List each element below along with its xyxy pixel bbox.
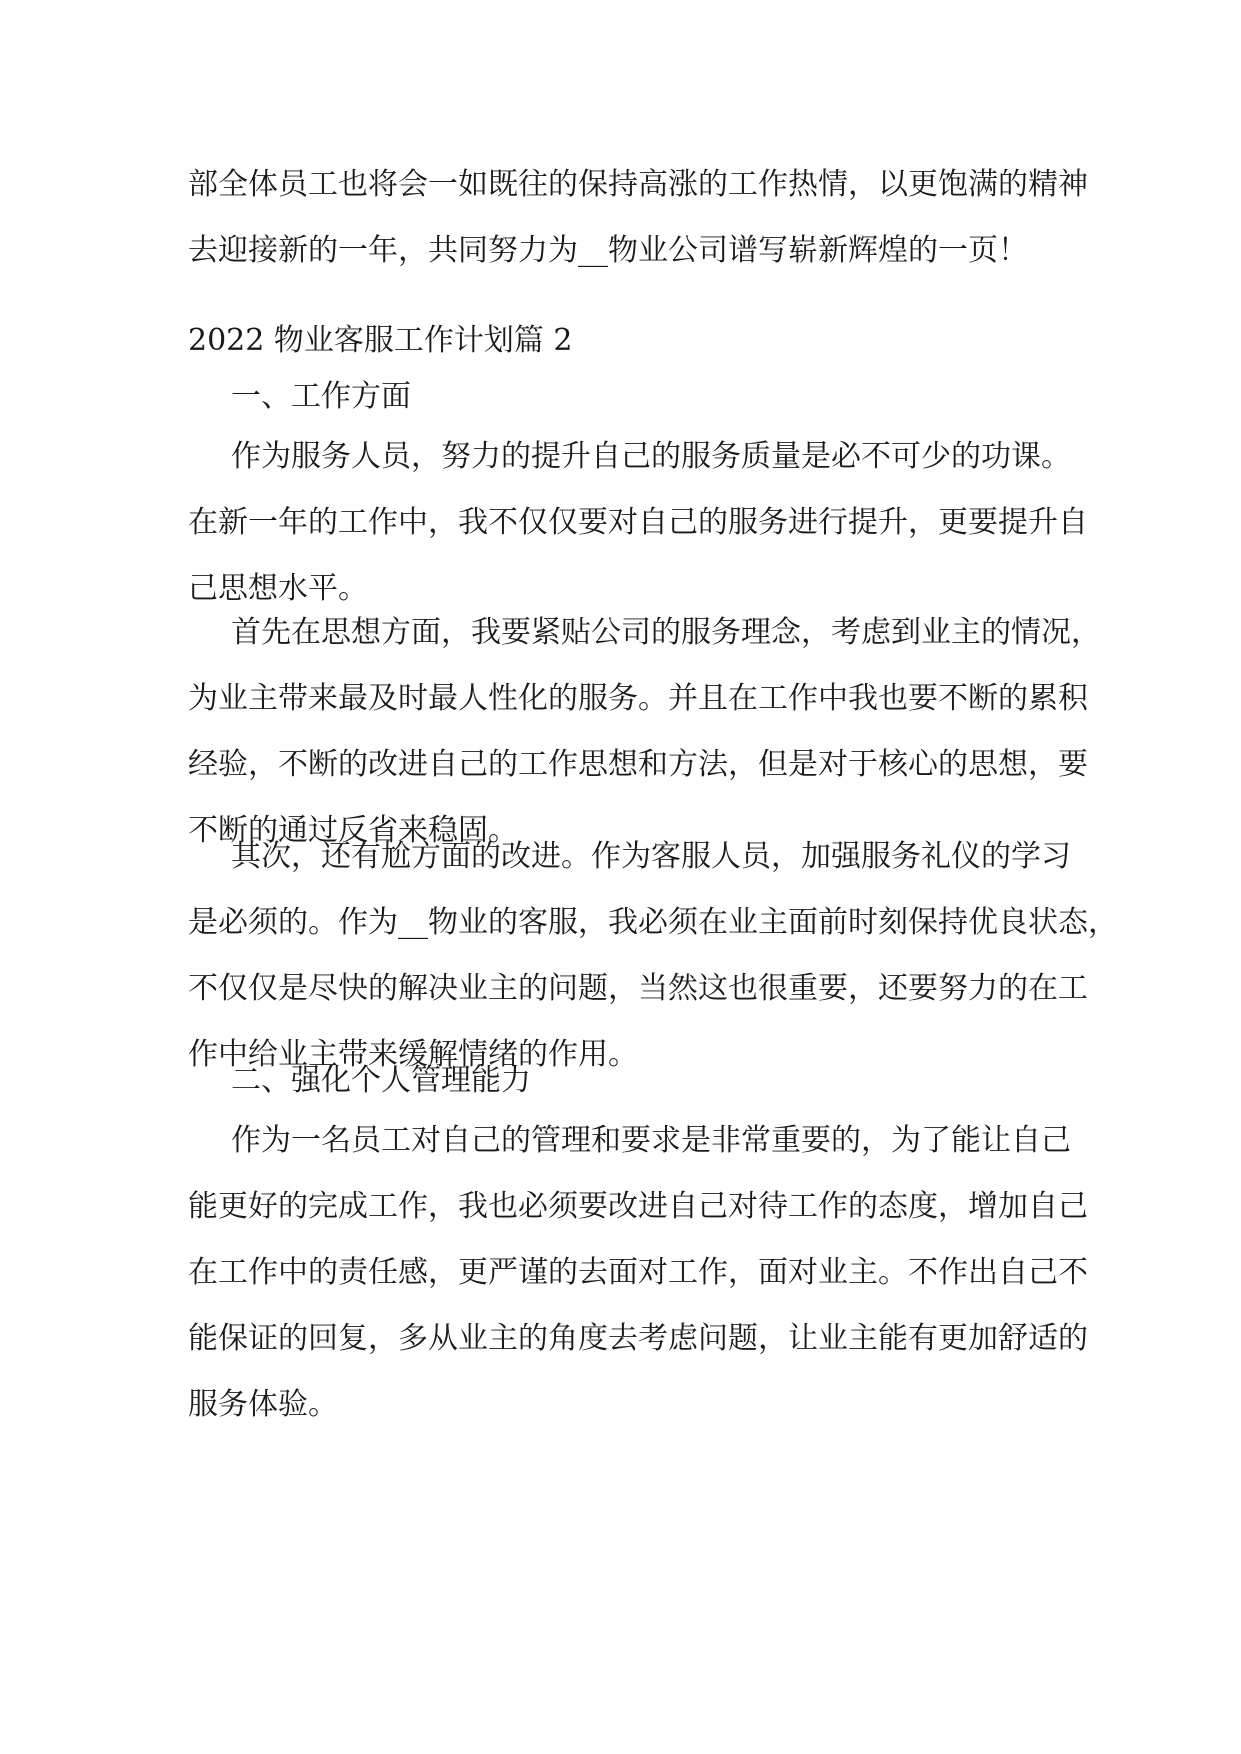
text-line: 作为一名员工对自己的管理和要求是非常重要的，为了能让自己 xyxy=(231,1123,1071,1158)
text-line: 作为服务人员，努力的提升自己的服务质量是必不可少的功课。 xyxy=(231,439,1071,474)
paragraph-1 xyxy=(188,424,1088,622)
section-title: 2022 物业客服工作计划篇 2 xyxy=(188,323,573,358)
text-line: 为业主带来最及时最人性化的服务。并且在工作中我也要不断的累积 xyxy=(188,681,1088,716)
text-line: 己思想水平。 xyxy=(188,571,368,606)
part1-heading-block xyxy=(188,364,1058,430)
text-line: 部全体员工也将会一如既往的保持高涨的工作热情，以更饱满的精神 xyxy=(188,167,1088,202)
text-line: 能保证的回复，多从业主的角度去考虑问题，让业主能有更加舒适的 xyxy=(188,1321,1088,1356)
text-line: 服务体验。 xyxy=(188,1387,338,1422)
text-line: 在新一年的工作中，我不仅仅要对自己的服务进行提升，更要提升自 xyxy=(188,505,1088,540)
text-line: 首先在思想方面，我要紧贴公司的服务理念，考虑到业主的情况， xyxy=(231,615,1101,650)
text-line: 经验，不断的改进自己的工作思想和方法，但是对于核心的思想，要 xyxy=(188,747,1088,782)
text-line: 在工作中的责任感，更严谨的去面对工作，面对业主。不作出自己不 xyxy=(188,1255,1088,1290)
text-line: 能更好的完成工作，我也必须要改进自己对待工作的态度，增加自己 xyxy=(188,1189,1088,1224)
part2-heading: 二、强化个人管理能力 xyxy=(231,1063,531,1098)
intro-paragraph xyxy=(188,152,1088,284)
text-line: 其次，还有尬方面的改进。作为客服人员，加强服务礼仪的学习 xyxy=(231,839,1071,874)
text-line: 是必须的。作为__物业的客服，我必须在业主面前时刻保持优良状态， xyxy=(188,905,1118,940)
part2-heading-block xyxy=(188,1048,1058,1114)
text-line: 不仅仅是尽快的解决业主的问题，当然这也很重要，还要努力的在工 xyxy=(188,971,1088,1006)
paragraph-4 xyxy=(188,1108,1088,1438)
text-line: 不断的通过反省来稳固。 xyxy=(188,813,518,848)
text-line: 去迎接新的一年，共同努力为__物业公司谱写崭新辉煌的一页！ xyxy=(188,233,1028,268)
text-line: 作中给业主带来缓解情绪的作用。 xyxy=(188,1037,638,1072)
part1-heading: 一、工作方面 xyxy=(231,379,411,414)
